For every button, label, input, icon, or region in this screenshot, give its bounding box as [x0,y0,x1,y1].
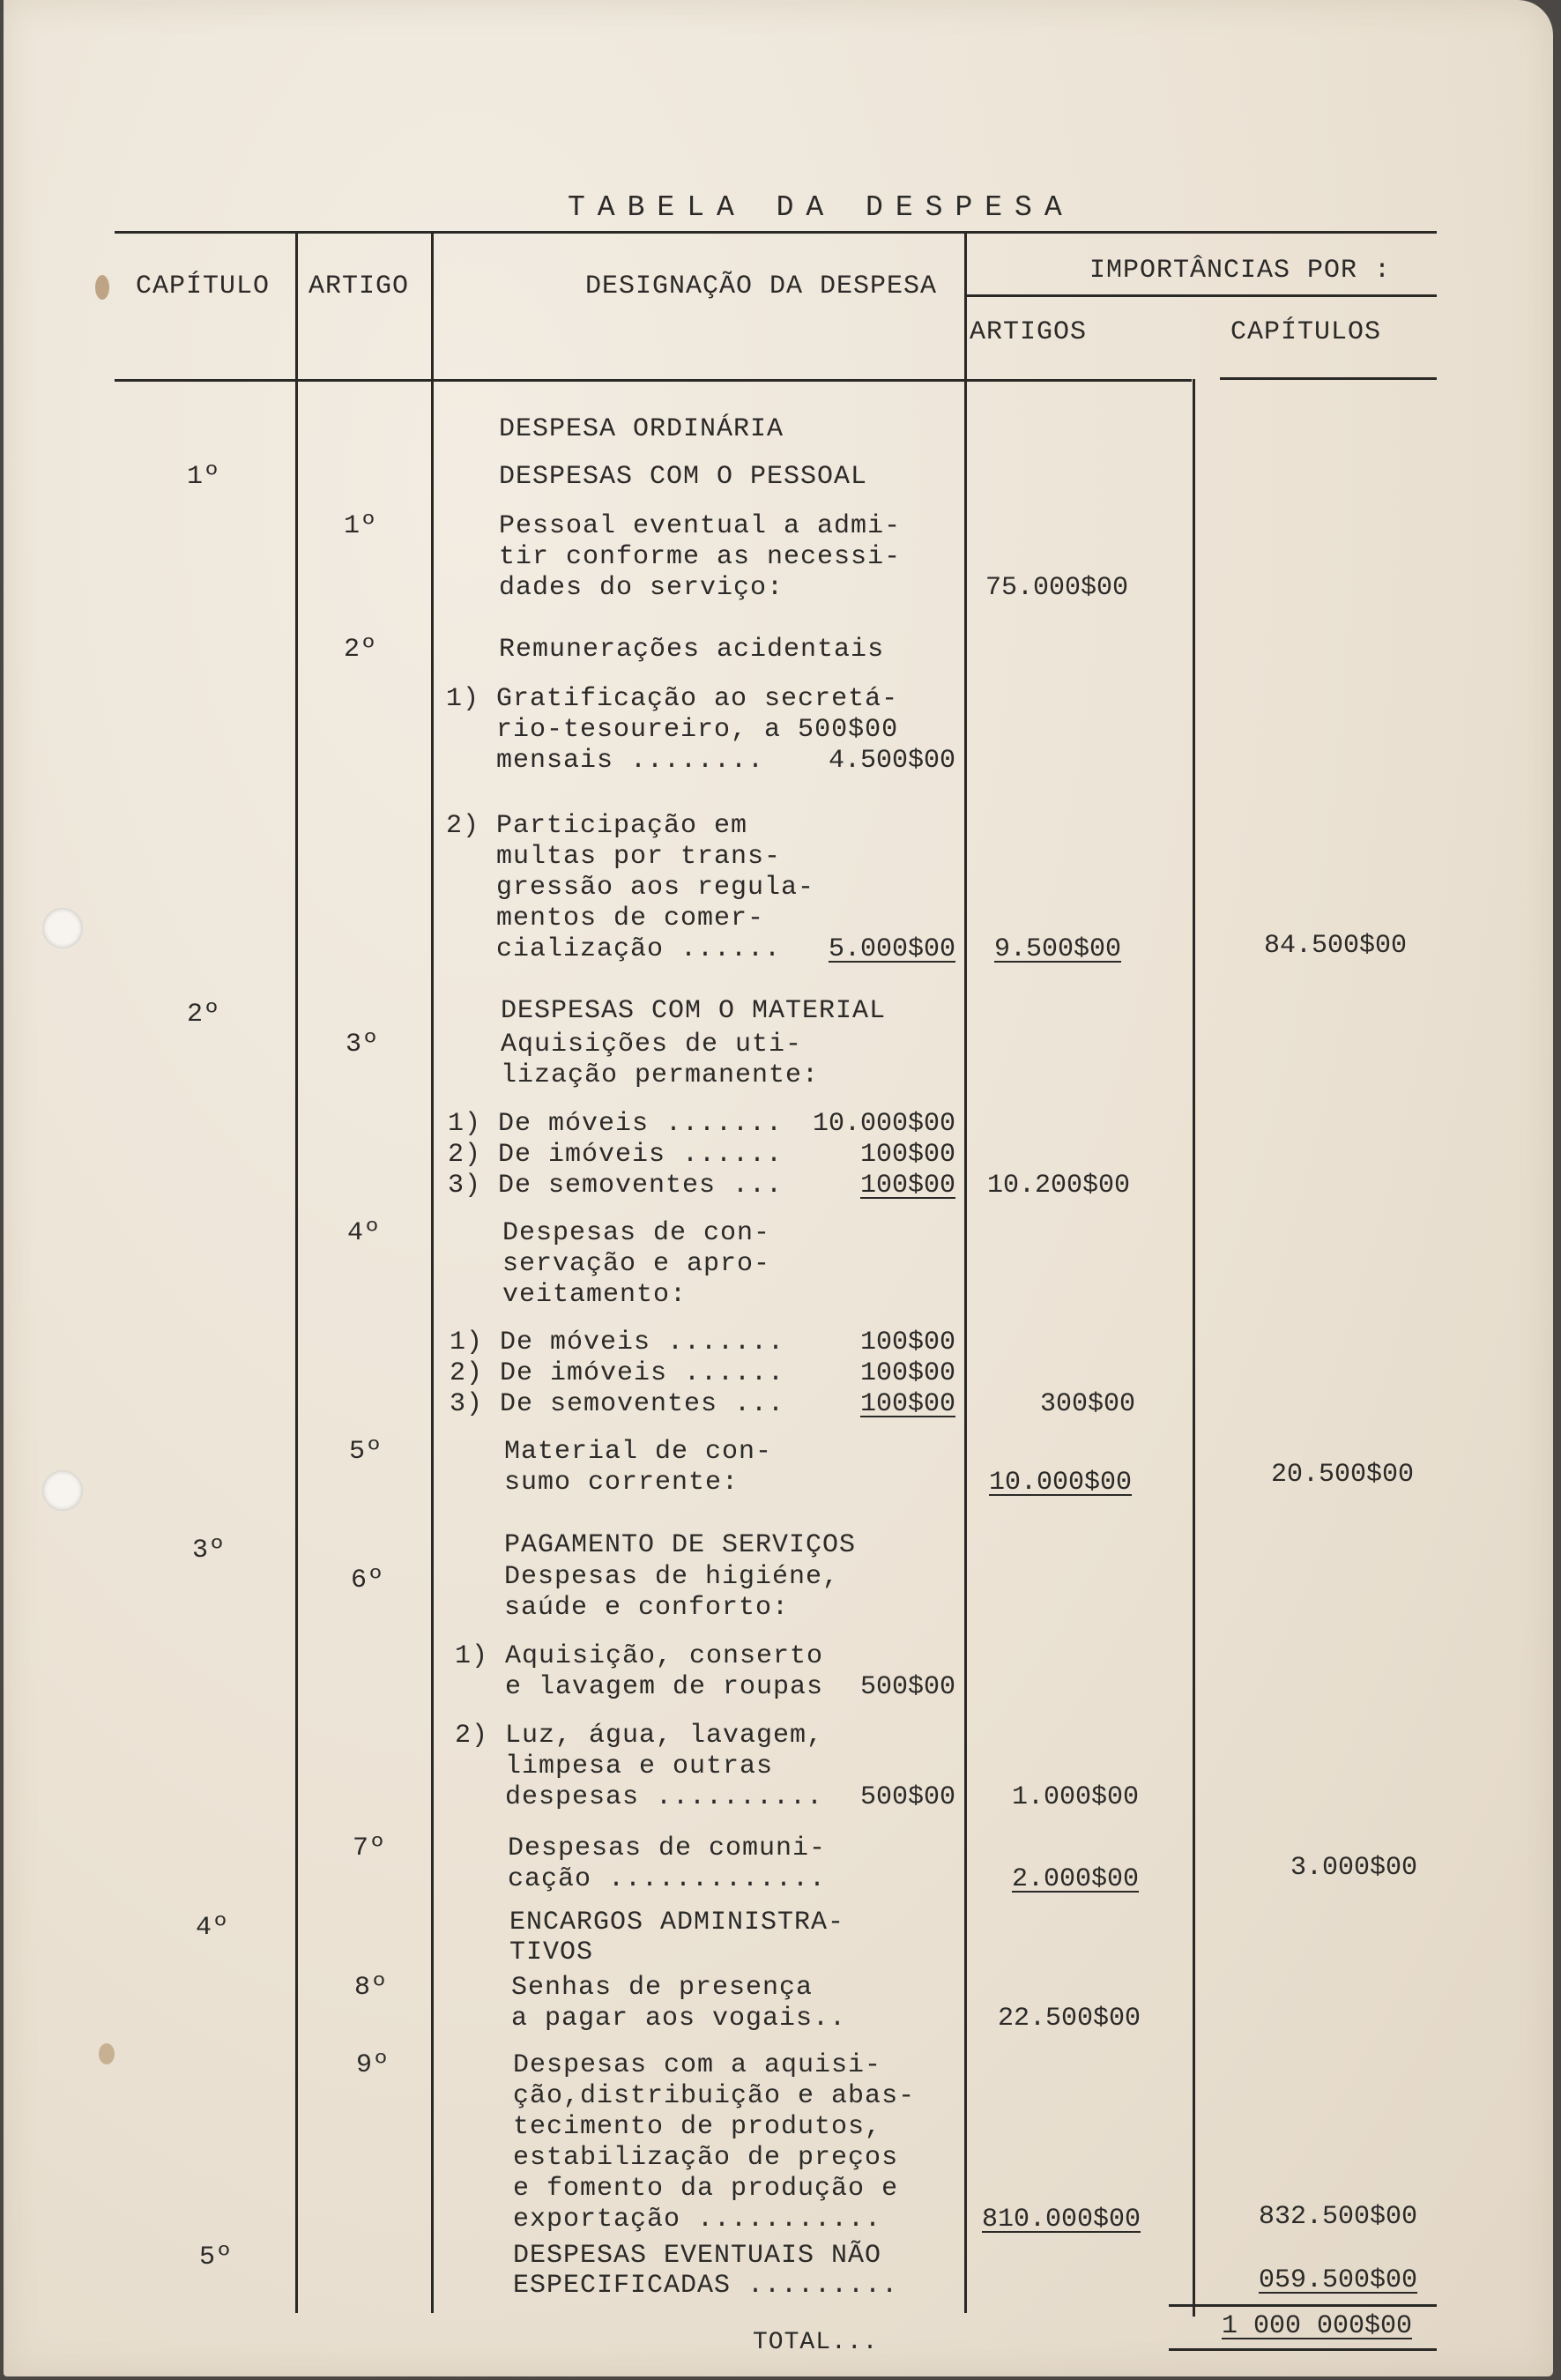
sub-amount: 5.000$00 [828,934,955,964]
sub-amount: 500$00 [859,1782,955,1812]
expense-line: 2) De imóveis ...... [448,1140,784,1170]
rule-importancias [966,294,1437,297]
expense-line: tecimento de produtos, [513,2112,882,2142]
expense-line: veitamento: [502,1280,688,1310]
rule-v-artigo [431,233,434,2313]
header-artigo: ARTIGO [308,271,410,301]
sub-amount: 10.000$00 [812,1109,955,1139]
rust-stain [95,275,109,300]
chapter-number: 4º [196,1913,230,1943]
rule-top [115,231,1437,234]
expense-line: 2) Participação em [446,811,748,841]
article-amount: 1.000$00 [1012,1782,1140,1812]
sub-amount: 4.500$00 [828,746,955,776]
header-capitulo: CAPÍTULO [136,271,271,301]
expense-line: cação ............. [508,1864,827,1894]
header-capitulos: CAPÍTULOS [1230,317,1382,347]
table-title: TABELA DA DESPESA [568,191,1074,224]
header-artigos: ARTIGOS [970,317,1088,347]
chapter-amount: 20.500$00 [1271,1460,1415,1490]
sub-amount: 100$00 [859,1140,955,1170]
punch-hole-lower [42,1470,83,1511]
article-number: 7º [353,1833,387,1863]
article-number: 4º [347,1218,382,1248]
section-heading: ENCARGOS ADMINISTRA- [509,1908,845,1937]
expense-line: dades do serviço: [499,573,784,603]
article-amount: 10.000$00 [989,1468,1133,1498]
expense-line: limpesa e outras [455,1752,774,1781]
expense-line: despesas .......... [455,1782,824,1812]
article-number: 6º [351,1566,385,1595]
sub-amount: 500$00 [859,1672,955,1702]
section-heading: DESPESAS EVENTUAIS NÃO [513,2241,882,2271]
article-amount: 9.500$00 [994,934,1122,964]
expense-line: ção,distribuição e abas- [513,2081,916,2111]
expense-line: saúde e conforto: [504,1593,790,1623]
expense-line: tir conforme as necessi- [499,542,902,572]
expense-line: estabilização de preços [513,2143,899,2173]
article-amount: 810.000$00 [982,2205,1141,2235]
article-number: 1º [344,511,378,541]
expense-line: multas por trans- [446,842,782,872]
expense-line: 2) Luz, água, lavagem, [455,1721,824,1751]
rule-total-top [1169,2304,1437,2307]
total-label: TOTAL... [753,2329,879,2356]
expense-line: Material de con- [504,1437,773,1467]
expense-line: gressão aos regula- [446,873,815,903]
expense-line: Aquisições de uti- [501,1030,803,1060]
section-heading: ESPECIFICADAS ......... [513,2271,899,2301]
chapter-number: 2º [187,1000,221,1030]
chapter-amount: 059.500$00 [1259,2265,1418,2295]
expense-line: Despesas de higiéne, [504,1562,840,1592]
article-number: 3º [346,1030,380,1060]
article-number: 9º [356,2050,390,2080]
header-designacao: DESIGNAÇÃO DA DESPESA [585,271,938,301]
expense-line: servação e apro- [502,1249,771,1279]
sub-amount: 100$00 [859,1358,955,1388]
sub-amount: 100$00 [859,1389,955,1419]
article-amount: 300$00 [1040,1389,1136,1419]
rust-stain [99,2043,115,2064]
chapter-number: 3º [192,1536,227,1566]
section-heading: PAGAMENTO DE SERVIÇOS [504,1530,857,1560]
expense-line: Despesas com a aquisi- [513,2050,882,2080]
rule-v-designacao [964,233,967,2313]
expense-line: mensais ........ [446,746,765,776]
expense-line: exportação ........... [513,2205,882,2235]
sub-amount: 100$00 [859,1171,955,1201]
chapter-amount: 3.000$00 [1290,1853,1418,1883]
document-page [4,0,1553,2376]
expense-line: e fomento da produção e [513,2174,899,2204]
expense-line: 3) De semoventes ... [448,1171,784,1201]
article-amount: 10.200$00 [987,1171,1131,1201]
expense-line: Despesas de comuni- [508,1833,827,1863]
expense-line: 1) Gratificação ao secretá- [446,684,899,714]
sub-amount: 100$00 [859,1328,955,1357]
expense-line: cialização ...... [446,934,782,964]
expense-line: 2) De imóveis ...... [450,1358,785,1388]
section-heading: DESPESAS COM O PESSOAL [499,462,868,492]
header-importancias: IMPORTÂNCIAS POR : [1089,256,1392,286]
rule-header-bottom-right [1220,377,1437,380]
grand-total: 1 000 000$00 [1222,2311,1413,2341]
chapter-amount: 84.500$00 [1264,931,1408,961]
expense-line: 3) De semoventes ... [450,1389,785,1419]
expense-line: e lavagem de roupas [455,1672,824,1702]
expense-line: 1) De móveis ....... [450,1328,785,1357]
rule-v-artigos [1193,379,1195,2317]
chapter-number: 5º [199,2242,234,2272]
expense-line: mentos de comer- [446,904,765,933]
expense-line: a pagar aos vogais.. [511,2004,847,2034]
rule-total-bottom [1169,2348,1437,2351]
chapter-amount: 832.500$00 [1259,2202,1418,2232]
expense-line: sumo corrente: [504,1468,740,1498]
rule-v-capitulo [295,233,298,2313]
article-number: 5º [349,1437,383,1467]
expense-line: 1) Aquisição, conserto [455,1641,824,1671]
article-number: 2º [344,635,378,665]
expense-line: 1) De móveis ....... [448,1109,784,1139]
expense-line: Pessoal eventual a admi- [499,511,902,541]
section-heading: DESPESAS COM O MATERIAL [501,996,887,1026]
article-amount: 22.500$00 [998,2004,1141,2034]
expense-line: Senhas de presença [511,1973,814,2003]
chapter-number: 1º [187,462,221,492]
expense-line: rio-tesoureiro, a 500$00 [446,715,899,745]
punch-hole-upper [42,908,83,948]
article-amount: 2.000$00 [1012,1864,1140,1894]
article-amount: 75.000$00 [985,573,1129,603]
expense-line: Despesas de con- [502,1218,771,1248]
article-number: 8º [354,1973,389,2003]
expense-line: Remunerações acidentais [499,635,885,665]
expense-line: lização permanente: [501,1060,820,1090]
section-heading: DESPESA ORDINÁRIA [499,414,784,444]
section-heading: TIVOS [509,1937,594,1967]
rule-header-bottom [115,379,1192,382]
